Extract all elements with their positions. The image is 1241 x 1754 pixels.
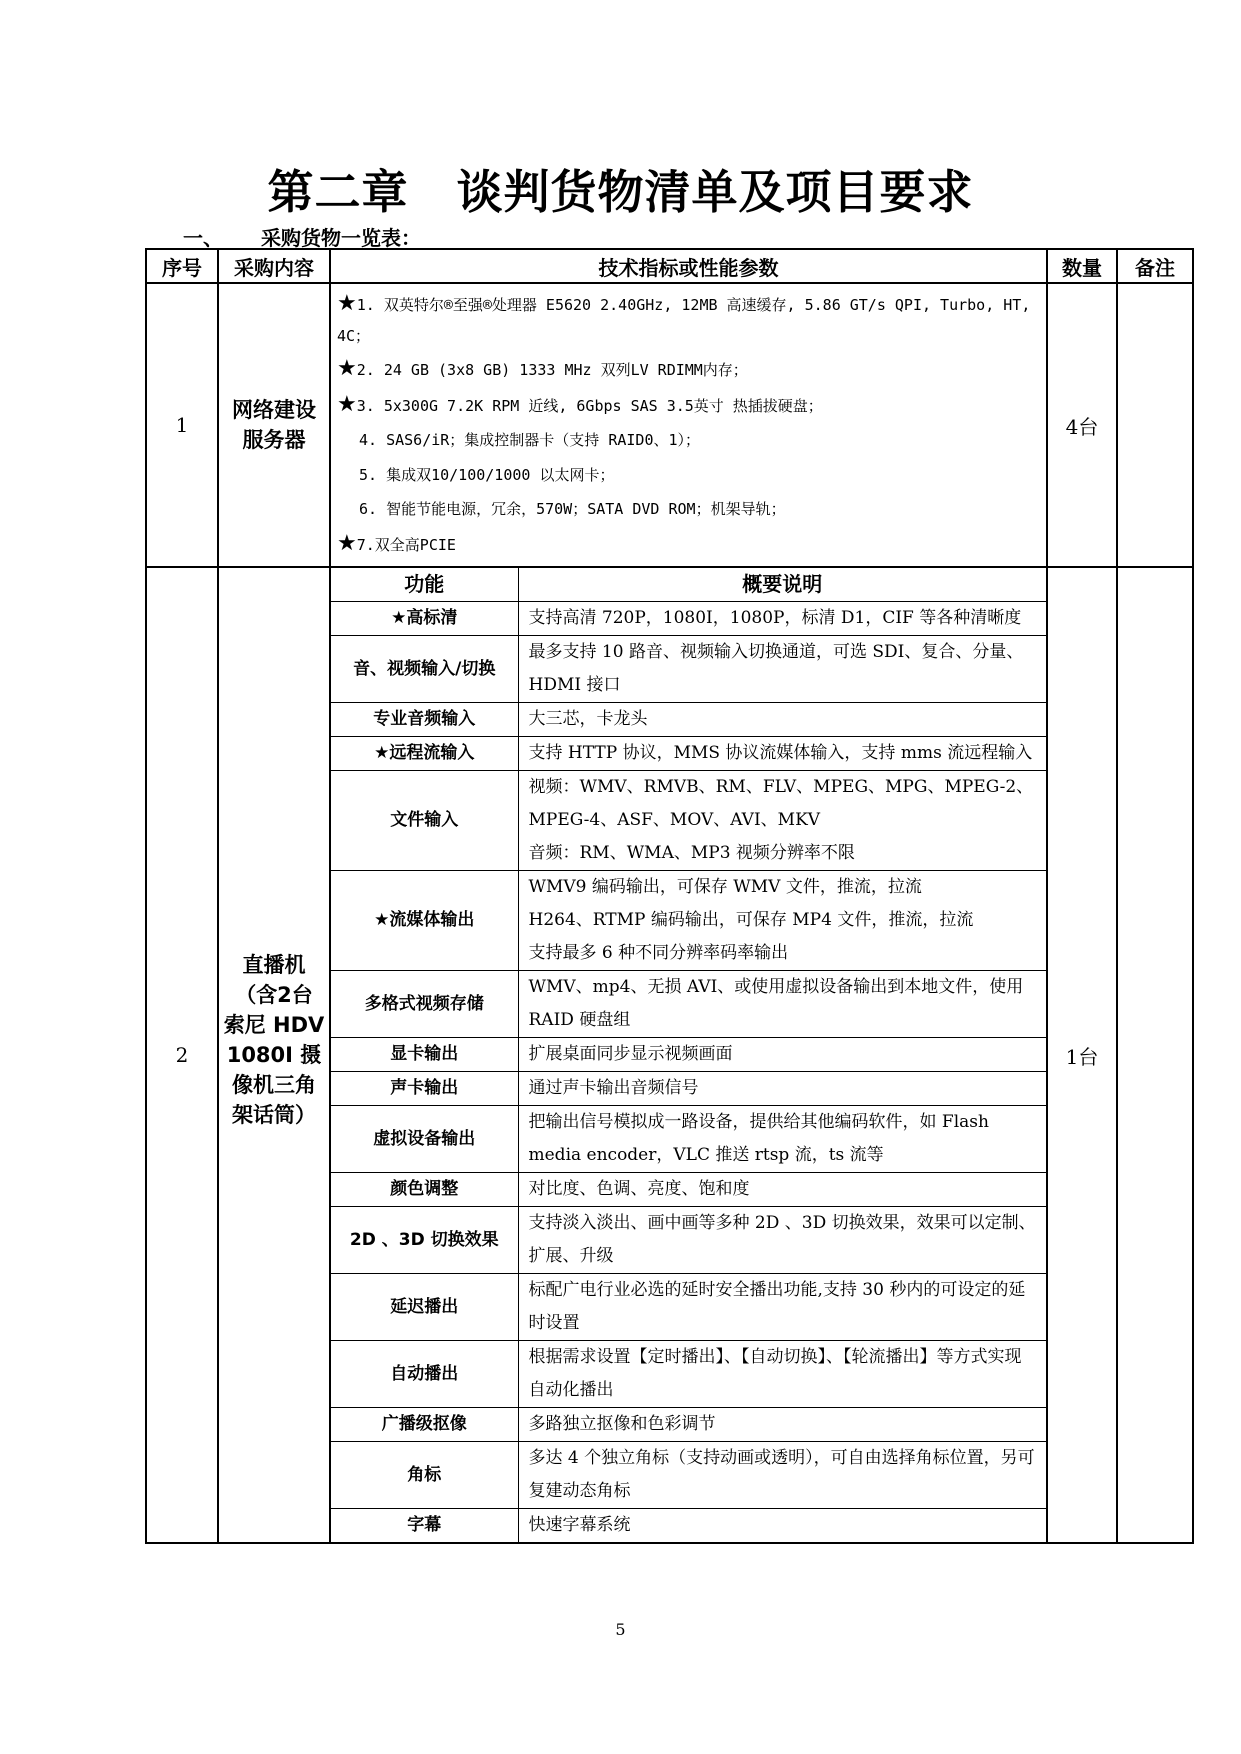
feature-row: 颜色调整 对比度、色调、亮度、饱和度 (331, 1173, 1046, 1207)
spec-item: 5. 集成双10/100/1000 以太网卡； (359, 465, 615, 484)
spec-item: ★7.双全高PCIE (337, 530, 456, 556)
row1-specs (330, 283, 1047, 567)
table-header-row (146, 249, 1193, 283)
spec-item: 6. 智能节能电源，冗余，570W；SATA DVD ROM；机架导轨； (359, 500, 786, 518)
header-spec: 技术指标或性能参数 (330, 249, 1047, 283)
feature-row: 自动播出 根据需求设置【定时播出】、【自动切换】、【轮流播出】等方式实现自动化播出 (331, 1341, 1046, 1408)
feature-row: ★流媒体输出 WMV9 编码输出，可保存 WMV 文件，推流，拉流 H264、RTMP 编码输出，可保存 MP4 文件，推流，拉流 支持最多 6 种不同分辨率码率输出 (331, 871, 1046, 971)
feature-header-row: 功能 概要说明 (331, 568, 1046, 602)
star-icon: ★ (337, 356, 357, 381)
star-icon: ★ (337, 391, 357, 417)
spec-item: ★1. 双英特尔®至强®处理器 E5620 2.40GHz, 12MB 高速缓存, 5.86 GT/s QPI, Turbo, HT, 4C； (337, 291, 1031, 345)
star-icon: ★ (337, 530, 357, 556)
section-heading: 一、 采购货物一览表： (183, 226, 421, 250)
spec-item: ★2. 24 GB (3x8 GB) 1333 MHz 双列LV RDIMM内存； (337, 356, 748, 381)
table-row (146, 283, 1193, 567)
header-content: 采购内容 (218, 249, 330, 283)
feature-row: 延迟播出 标配广电行业必选的延时安全播出功能,支持 30 秒内的可设定的延时设置 (331, 1274, 1046, 1341)
row2-features-cell (330, 567, 1047, 1543)
feature-row: 文件输入 视频：WMV、RMVB、RM、FLV、MPEG、MPG、MPEG-2、MPEG-4、ASF、MOV、AVI、MKV 音频：RM、WMA、MP3 视频分辨率不限 (331, 771, 1046, 871)
row1-no: 1 (146, 283, 218, 567)
header-qty: 数量 (1047, 249, 1117, 283)
feature-row: ★高标清 支持高清 720P，1080I，1080P，标清 D1，CIF 等各种清晰度 (331, 602, 1046, 636)
feature-table (331, 568, 1046, 1542)
feature-row: 显卡输出 扩展桌面同步显示视频画面 (331, 1038, 1046, 1072)
row1-content: 网络建设 服务器 (218, 283, 330, 567)
spec-item: ★3. 5x300G 7.2K RPM 近线, 6Gbps SAS 3.5英寸 热插拔硬盘； (337, 391, 823, 417)
row2-content: 直播机 （含2台 索尼 HDV 1080I 摄 像机三角 架话筒） (218, 567, 330, 1543)
spec-item: 4. SAS6/iR；集成控制器卡（支持 RAID0、1）； (359, 431, 701, 449)
feature-row: 专业音频输入 大三芯，卡龙头 (331, 703, 1046, 737)
header-no: 序号 (146, 249, 218, 283)
row2-no: 2 (146, 567, 218, 1543)
row1-qty: 4台 (1047, 283, 1117, 567)
feature-row: 多格式视频存储 WMV、mp4、无损 AVI、或使用虚拟设备输出到本地文件，使用 RAID 硬盘组 (331, 971, 1046, 1038)
feature-row: 声卡输出 通过声卡输出音频信号 (331, 1072, 1046, 1106)
procurement-table (145, 248, 1194, 1544)
feature-row: ★远程流输入 支持 HTTP 协议，MMS 协议流媒体输入，支持 mms 流远程输入 (331, 737, 1046, 771)
feature-row: 角标 多达 4 个独立角标（支持动画或透明），可自由选择角标位置，另可复建动态角标 (331, 1442, 1046, 1509)
feature-row: 字幕 快速字幕系统 (331, 1509, 1046, 1543)
page-title: 第二章 谈判货物清单及项目要求 (267, 165, 974, 219)
header-remark: 备注 (1117, 249, 1193, 283)
row2-remark (1117, 567, 1193, 1543)
table-row (146, 567, 1193, 1543)
page-number: 5 (615, 1620, 626, 1639)
feature-row: 广播级抠像 多路独立抠像和色彩调节 (331, 1408, 1046, 1442)
feature-row: 虚拟设备输出 把输出信号模拟成一路设备，提供给其他编码软件，如 Flash media encoder，VLC 推送 rtsp 流，ts 流等 (331, 1106, 1046, 1173)
feature-row: 音、视频输入/切换 最多支持 10 路音、视频输入切换通道，可选 SDI、复合、分量、HDMI 接口 (331, 636, 1046, 703)
row2-qty: 1台 (1047, 567, 1117, 1543)
star-icon: ★ (337, 291, 357, 316)
feature-row: 2D 、3D 切换效果 支持淡入淡出、画中画等多种 2D 、3D 切换效果，效果可以定制、扩展、升级 (331, 1207, 1046, 1274)
row1-remark (1117, 283, 1193, 567)
